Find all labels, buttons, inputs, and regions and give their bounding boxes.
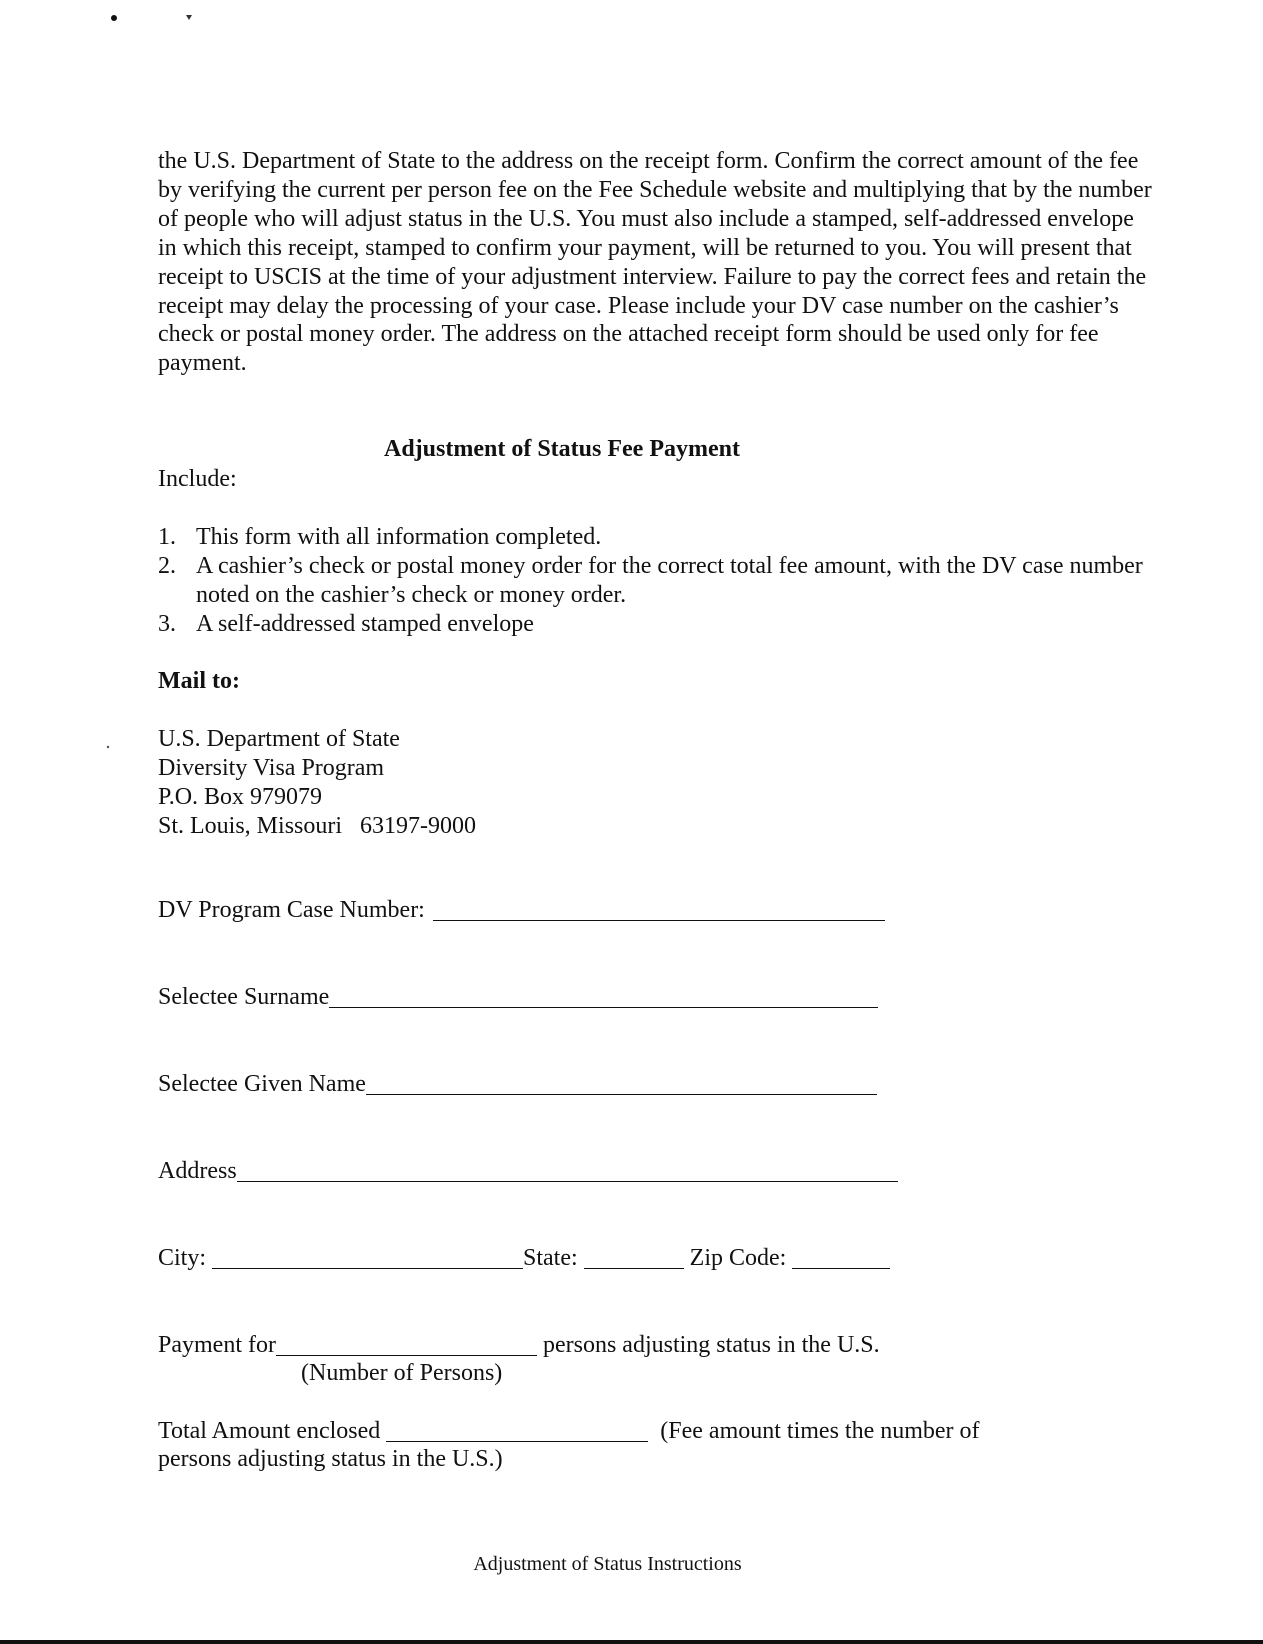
city-blank[interactable] bbox=[212, 1246, 523, 1269]
address-line: U.S. Department of State bbox=[158, 726, 400, 752]
case-number-label: DV Program Case Number: bbox=[158, 897, 425, 923]
list-item-number: 2. bbox=[158, 553, 176, 579]
total-amount-label: Total Amount enclosed bbox=[158, 1418, 381, 1444]
include-list bbox=[158, 523, 1158, 639]
number-of-persons-blank[interactable] bbox=[276, 1333, 537, 1356]
list-item-text: A self-addressed stamped envelope bbox=[196, 611, 534, 637]
address-line: St. Louis, Missouri 63197-9000 bbox=[158, 813, 477, 839]
address-blank[interactable] bbox=[237, 1159, 898, 1182]
list-item-number: 3. bbox=[158, 611, 176, 637]
total-amount-note-continued: persons adjusting status in the U.S.) bbox=[158, 1446, 503, 1472]
list-item-text: A cashier’s check or postal money order for the correct total fee amount, with the DV case number noted on the cashier’s check or money order. bbox=[196, 553, 1143, 608]
surname-label: Selectee Surname bbox=[158, 984, 330, 1010]
scan-edge bbox=[0, 1640, 1263, 1644]
page-footer: Adjustment of Status Instructions bbox=[473, 1553, 742, 1575]
city-label: City: bbox=[158, 1245, 207, 1271]
given-name-label: Selectee Given Name bbox=[158, 1071, 366, 1097]
given-name-field bbox=[158, 1071, 877, 1098]
surname-blank[interactable] bbox=[329, 985, 878, 1008]
section-heading: Adjustment of Status Fee Payment bbox=[384, 436, 740, 462]
zip-code-label: Zip Code: bbox=[689, 1245, 787, 1271]
scan-speck bbox=[186, 15, 192, 20]
case-number-field bbox=[158, 897, 885, 924]
list-item-number: 1. bbox=[158, 524, 176, 550]
total-amount-field bbox=[158, 1418, 980, 1445]
payment-for-label: Payment for bbox=[158, 1332, 276, 1358]
payment-for-field bbox=[158, 1332, 880, 1359]
given-name-blank[interactable] bbox=[366, 1072, 877, 1095]
payment-for-suffix: persons adjusting status in the U.S. bbox=[542, 1332, 880, 1358]
state-label: State: bbox=[523, 1245, 578, 1271]
instructions-paragraph: the U.S. Department of State to the address on the receipt form. Confirm the correct amount of the fee by verifying the current per person fee on the Fee Schedule website and multiplying that by the number of people who will adjust status in the U.S. You must also include a stamped, self-addressed envelope in which this receipt, stamped to confirm your payment, will be returned to you. You will present that receipt to USCIS at the time of your adjustment interview. Failure to pay the correct fees and retain the receipt may delay the processing of your case. Please include your DV case number on the cashier’s check or postal money order. The address on the attached receipt form should be used only for fee payment. bbox=[158, 148, 1152, 377]
address-field bbox=[158, 1158, 898, 1185]
include-label: Include: bbox=[158, 466, 237, 492]
case-number-blank[interactable] bbox=[433, 898, 885, 921]
surname-field bbox=[158, 984, 878, 1011]
mailing-address bbox=[158, 725, 476, 841]
total-amount-blank[interactable] bbox=[386, 1419, 648, 1442]
scan-speck bbox=[107, 746, 109, 748]
list-item bbox=[158, 552, 1158, 610]
list-item-text: This form with all information completed. bbox=[196, 524, 602, 550]
list-item bbox=[158, 523, 1158, 552]
state-blank[interactable] bbox=[584, 1246, 684, 1269]
address-line: Diversity Visa Program bbox=[158, 755, 385, 781]
scan-speck bbox=[111, 15, 117, 21]
address-label: Address bbox=[158, 1158, 237, 1184]
address-line: P.O. Box 979079 bbox=[158, 784, 323, 810]
number-of-persons-caption: (Number of Persons) bbox=[301, 1360, 503, 1386]
zip-code-blank[interactable] bbox=[792, 1246, 890, 1269]
city-state-zip-field bbox=[158, 1245, 890, 1272]
mail-to-label: Mail to: bbox=[158, 668, 240, 694]
list-item bbox=[158, 610, 1158, 639]
total-amount-note: (Fee amount times the number of bbox=[660, 1418, 980, 1444]
